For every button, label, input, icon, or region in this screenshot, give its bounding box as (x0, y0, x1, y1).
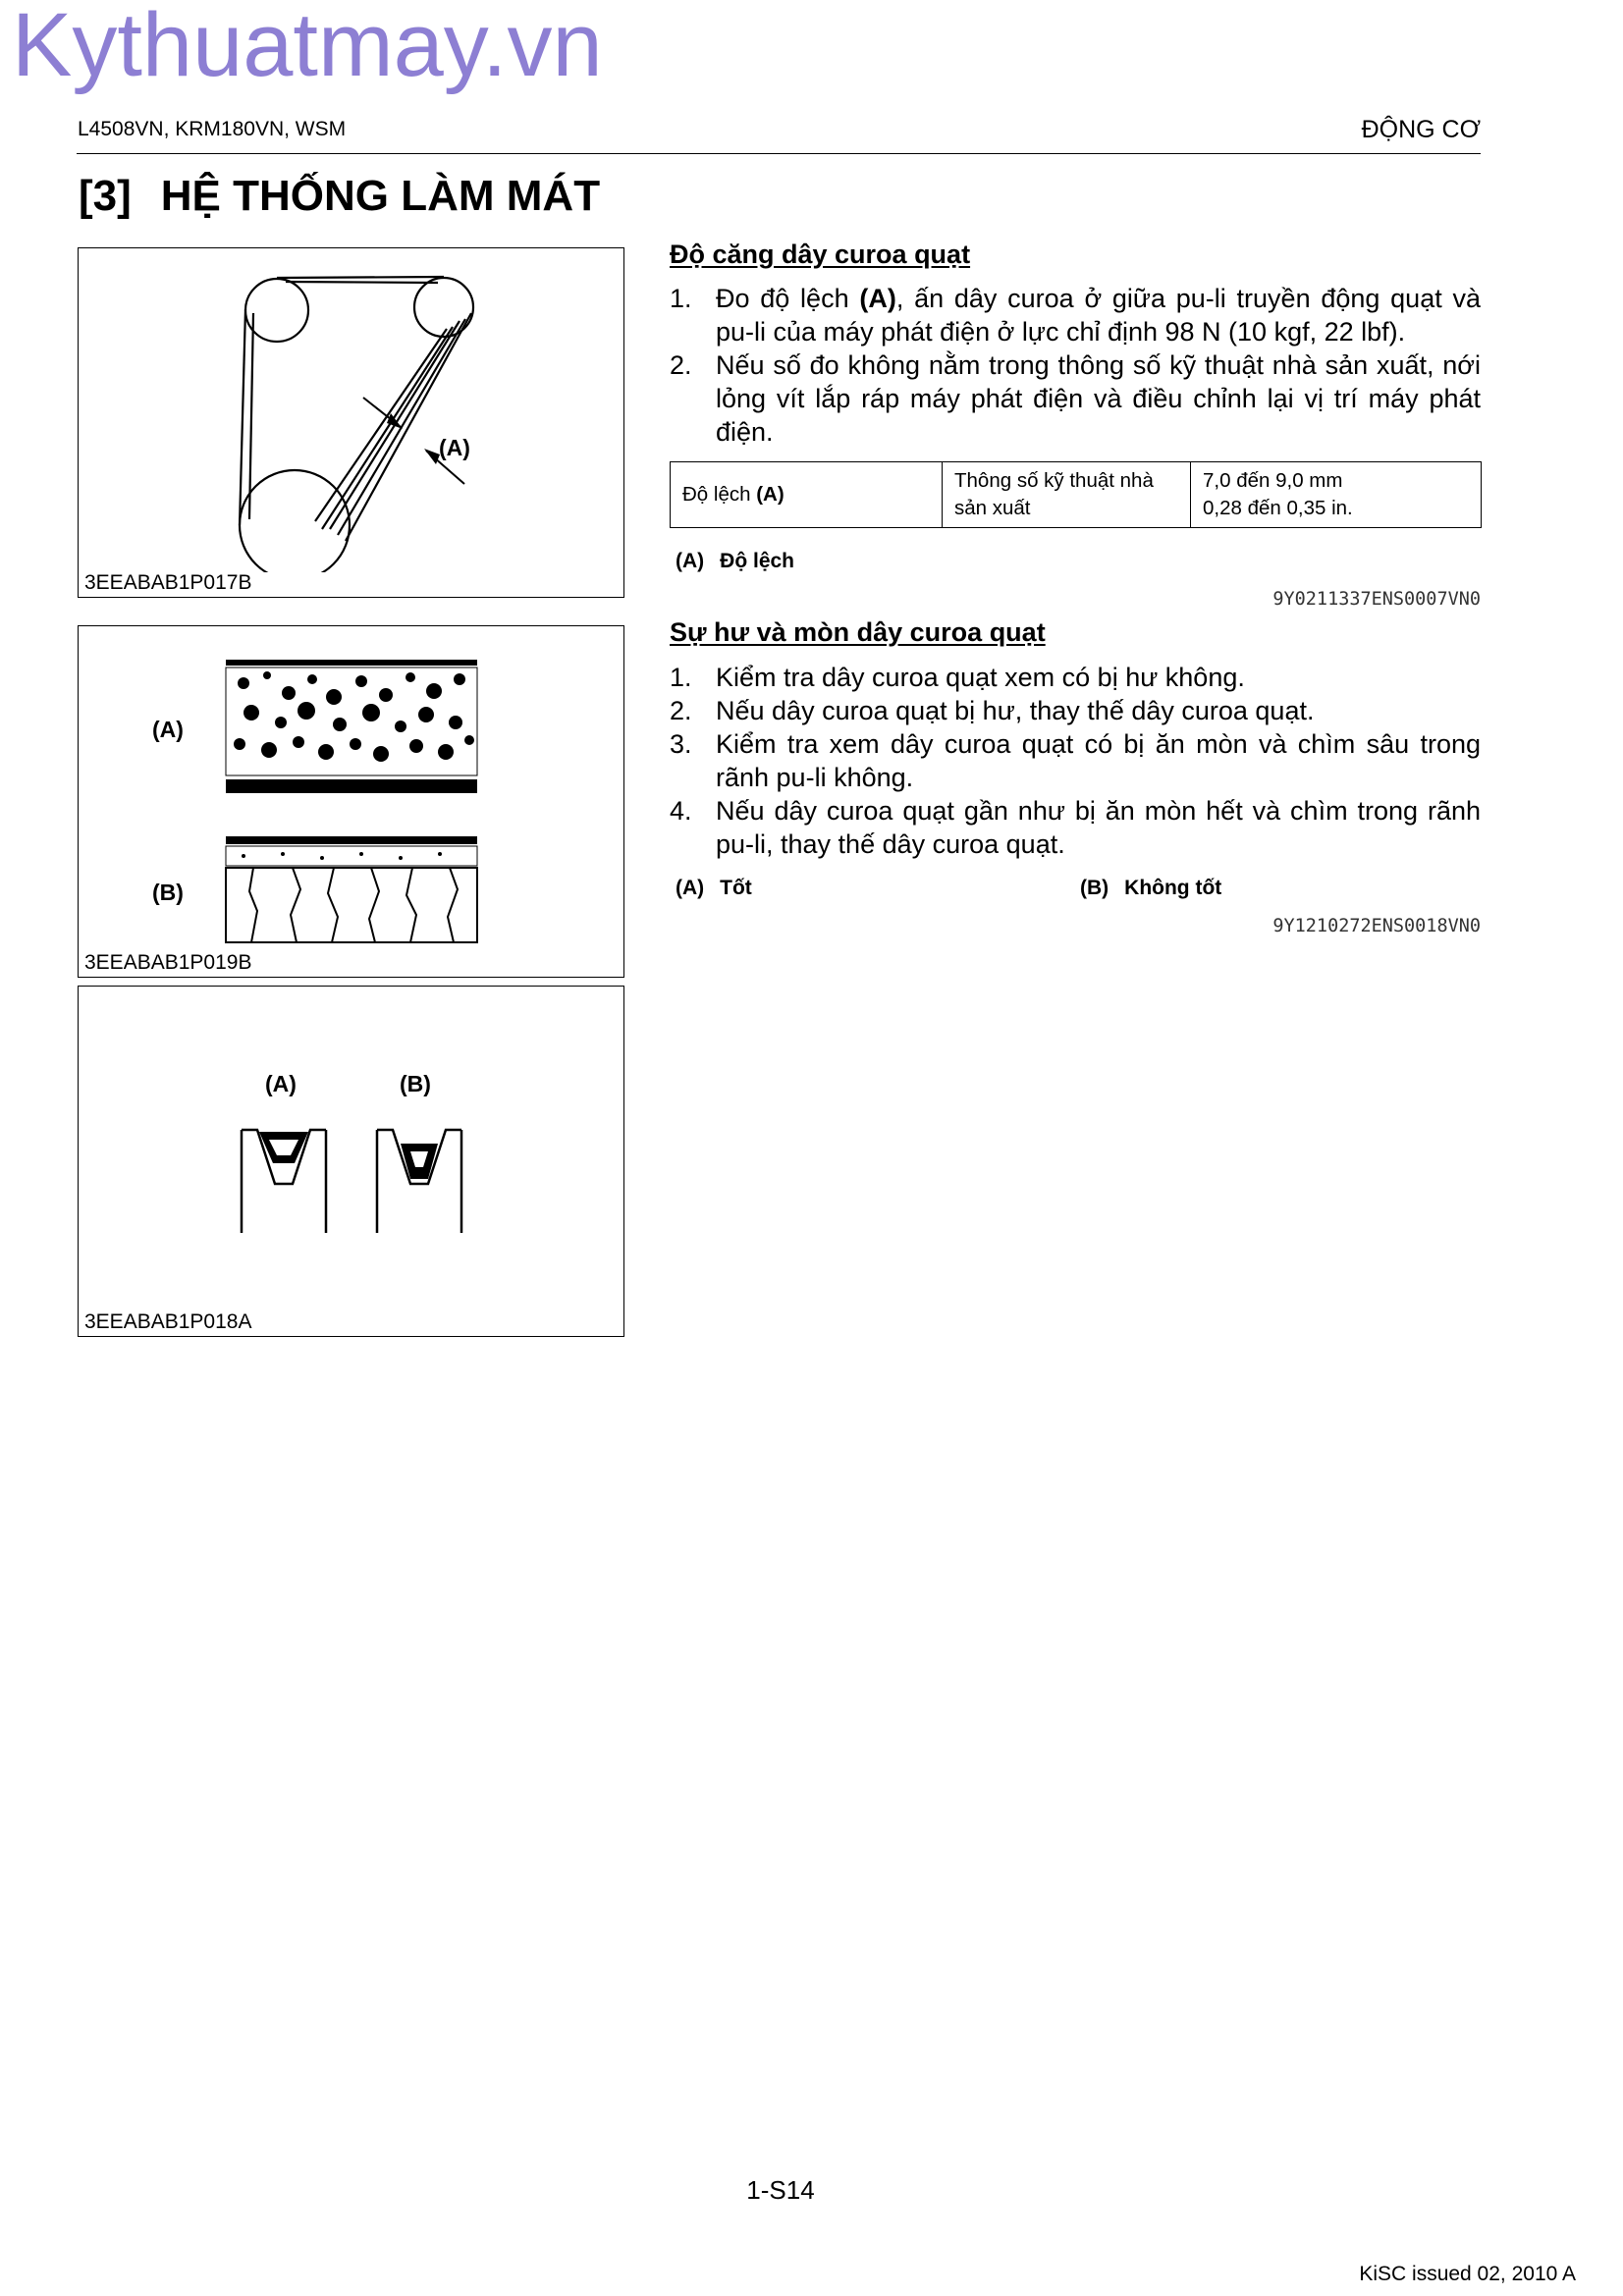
wear-step-3 (670, 727, 1481, 794)
tension-legend (676, 550, 794, 573)
wear-step-2 (670, 694, 1481, 727)
tension-heading: Độ căng dây curoa quạt (670, 240, 971, 269)
wear-heading: Sự hư và mòn dây curoa quạt (670, 617, 1046, 647)
figure-belt-deflection (78, 247, 624, 598)
step-number: 3. (670, 729, 692, 759)
figure-belt-condition (78, 625, 624, 978)
legend-text: Không tốt (1124, 877, 1222, 899)
step-text: Kiểm tra xem dây curoa quạt có bị ăn mòn và chìm sâu trong rãnh pu-li không. (716, 729, 1481, 792)
step-text: Nếu số đo không nằm trong thông số kỹ thuật nhà sản xuất, nới lỏng vít lắp ráp máy phát điện và điều chỉnh lại vị trí máy phát điện. (716, 350, 1481, 447)
step-number: 4. (670, 796, 692, 826)
issue-note: KiSC issued 02, 2010 A (1359, 2263, 1576, 2285)
step-number: 2. (670, 350, 692, 380)
wear-legend-b (1080, 877, 1221, 900)
header-chapter: ĐỘNG CƠ (1361, 116, 1481, 143)
figure-belt-groove (78, 986, 624, 1337)
figure-code: 3EEABAB1P018A (84, 1310, 252, 1333)
watermark: Kythuatmay.vn (12, 0, 603, 95)
section-title-text: HỆ THỐNG LÀM MÁT (160, 172, 601, 220)
legend-key: (A) (676, 877, 705, 899)
wear-step-4 (670, 794, 1481, 861)
tension-step-1 (670, 282, 1481, 348)
step-text: Nếu dây curoa quạt gần như bị ăn mòn hết và chìm trong rãnh pu-li, thay thế dây curoa quạt. (716, 796, 1481, 859)
spec-value-metric: 7,0 đến 9,0 mm (1203, 469, 1343, 492)
table-row (671, 462, 1482, 528)
figure-label-a: (A) (265, 1071, 297, 1096)
legend-text: Tốt (720, 877, 752, 899)
figure-label-a: (A) (439, 435, 470, 460)
legend-key: (A) (676, 550, 705, 572)
header-models: L4508VN, KRM180VN, WSM (78, 118, 347, 140)
belt-good-sample (224, 654, 479, 801)
step-number: 1. (670, 663, 692, 692)
spec-item: Độ lệch (682, 483, 757, 506)
page-number: 1-S14 (746, 2175, 815, 2205)
section-number: [3] (79, 172, 132, 220)
legend-text: Độ lệch (720, 550, 795, 572)
step-text: Nếu dây curoa quạt bị hư, thay thế dây curoa quạt. (716, 696, 1315, 725)
header-rule (77, 153, 1481, 154)
step-number: 1. (670, 284, 692, 313)
belt-deflection-drawing (79, 248, 623, 572)
step-text-bold: (A) (859, 284, 896, 313)
spec-table (670, 461, 1482, 528)
tension-doc-id: 9Y0211337ENS0007VN0 (1272, 589, 1481, 610)
belt-bad-sample (224, 832, 479, 950)
groove-bad-drawing (371, 1120, 469, 1238)
wear-step-1 (670, 661, 1481, 694)
legend-key: (B) (1080, 877, 1109, 899)
spec-value-cell (1191, 462, 1482, 528)
step-number: 2. (670, 696, 692, 725)
figure-label-b: (B) (152, 880, 184, 905)
figure-label-a: (A) (152, 717, 184, 742)
spec-label: Thông số kỹ thuật nhà sản xuất (954, 469, 1154, 519)
tension-step-2 (670, 348, 1481, 449)
wear-steps (670, 661, 1481, 861)
wear-legend-a (676, 877, 752, 900)
step-text-pre: Đo độ lệch (716, 284, 860, 313)
figure-code: 3EEABAB1P017B (84, 571, 252, 594)
spec-item-bold: (A) (756, 483, 784, 506)
spec-value-imperial: 0,28 đến 0,35 in. (1203, 497, 1353, 519)
section-title (79, 173, 600, 220)
spec-item-cell (671, 462, 943, 528)
groove-good-drawing (236, 1120, 334, 1238)
step-text: Kiểm tra dây curoa quạt xem có bị hư không. (716, 663, 1245, 692)
step-text-post: , ấn dây curoa ở giữa pu-li truyền động quạt và pu-li của máy phát điện ở lực chỉ định 98 N (10 kgf, 22 lbf). (716, 284, 1481, 347)
wear-doc-id: 9Y1210272ENS0018VN0 (1272, 916, 1481, 936)
figure-code: 3EEABAB1P019B (84, 951, 252, 974)
tension-steps (670, 282, 1481, 449)
spec-label-cell (943, 462, 1191, 528)
figure-label-b: (B) (400, 1071, 431, 1096)
